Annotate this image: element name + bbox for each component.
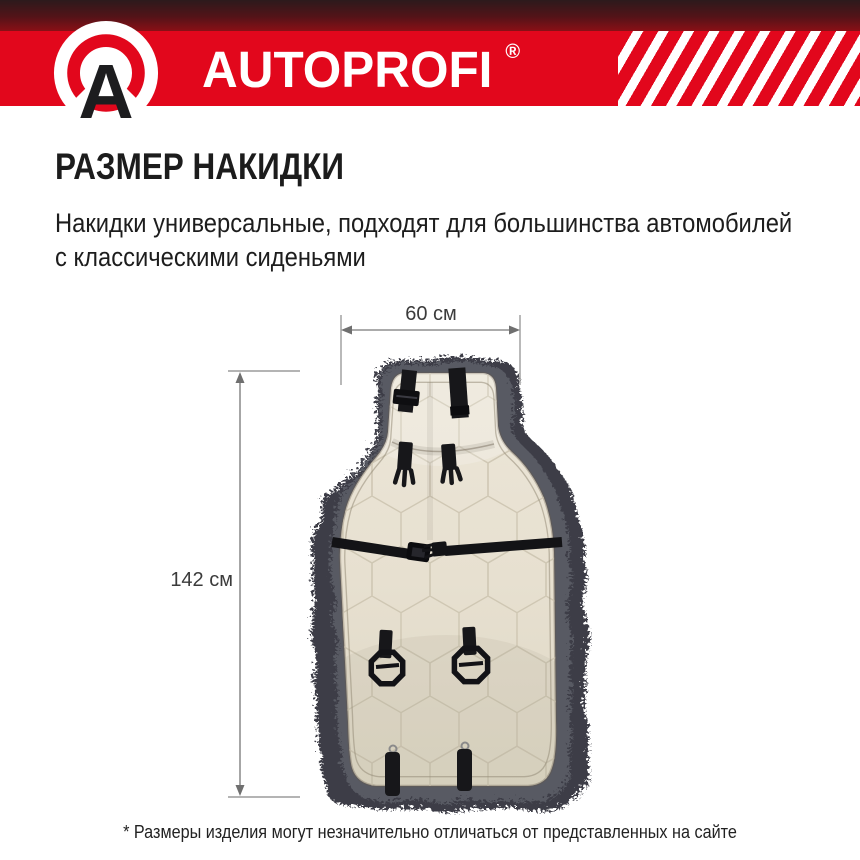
brand-row <box>202 41 521 98</box>
registered-mark: ® <box>505 41 521 63</box>
footnote: * Размеры изделия могут незначительно отличаться от представленных на сайте <box>123 822 737 842</box>
width-dimension-label: 60 см <box>405 303 457 325</box>
height-dimension <box>170 371 300 797</box>
description-line-1: Накидки универсальные, подходят для большинства автомобилей <box>55 208 793 238</box>
seat-cover-diagram <box>160 290 640 820</box>
bottom-strap-left <box>385 746 400 797</box>
bottom-strap-right <box>457 743 472 792</box>
description <box>55 206 792 274</box>
arrowhead-down-icon <box>236 785 245 796</box>
logo-letter: A <box>78 50 134 127</box>
autoprofi-logo <box>52 19 160 127</box>
page-title: РАЗМЕР НАКИДКИ <box>55 146 344 187</box>
arrowhead-left-icon <box>341 326 352 335</box>
arrowhead-up-icon <box>236 372 245 383</box>
product-figure <box>160 290 640 820</box>
logo-graphic <box>52 19 160 127</box>
arrowhead-right-icon <box>509 326 520 335</box>
diagonal-stripes <box>618 31 860 106</box>
description-line-2: с классическими сиденьями <box>55 242 366 272</box>
height-dimension-label: 142 см <box>170 569 233 591</box>
brand-text: AUTOPROFI <box>202 41 493 98</box>
